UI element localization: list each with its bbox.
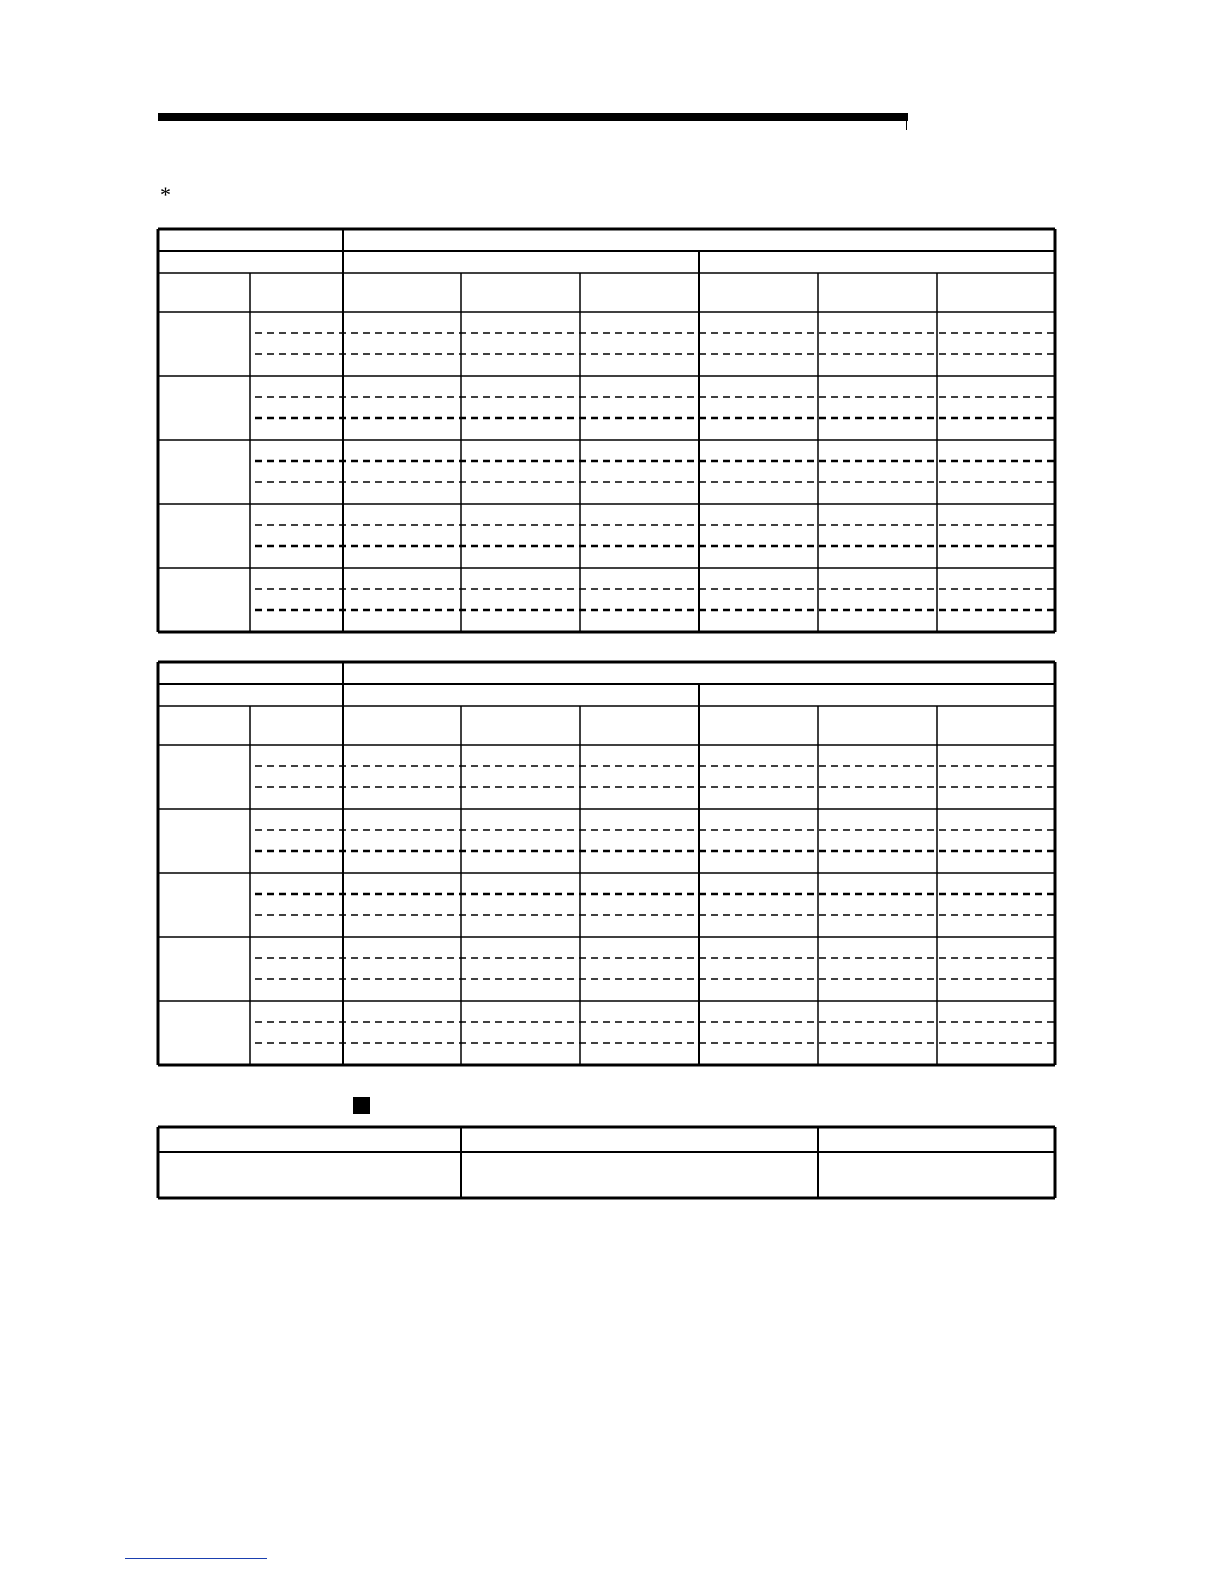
asterisk-note-marker: *: [160, 182, 171, 207]
footer-link-underline: [125, 1558, 267, 1559]
